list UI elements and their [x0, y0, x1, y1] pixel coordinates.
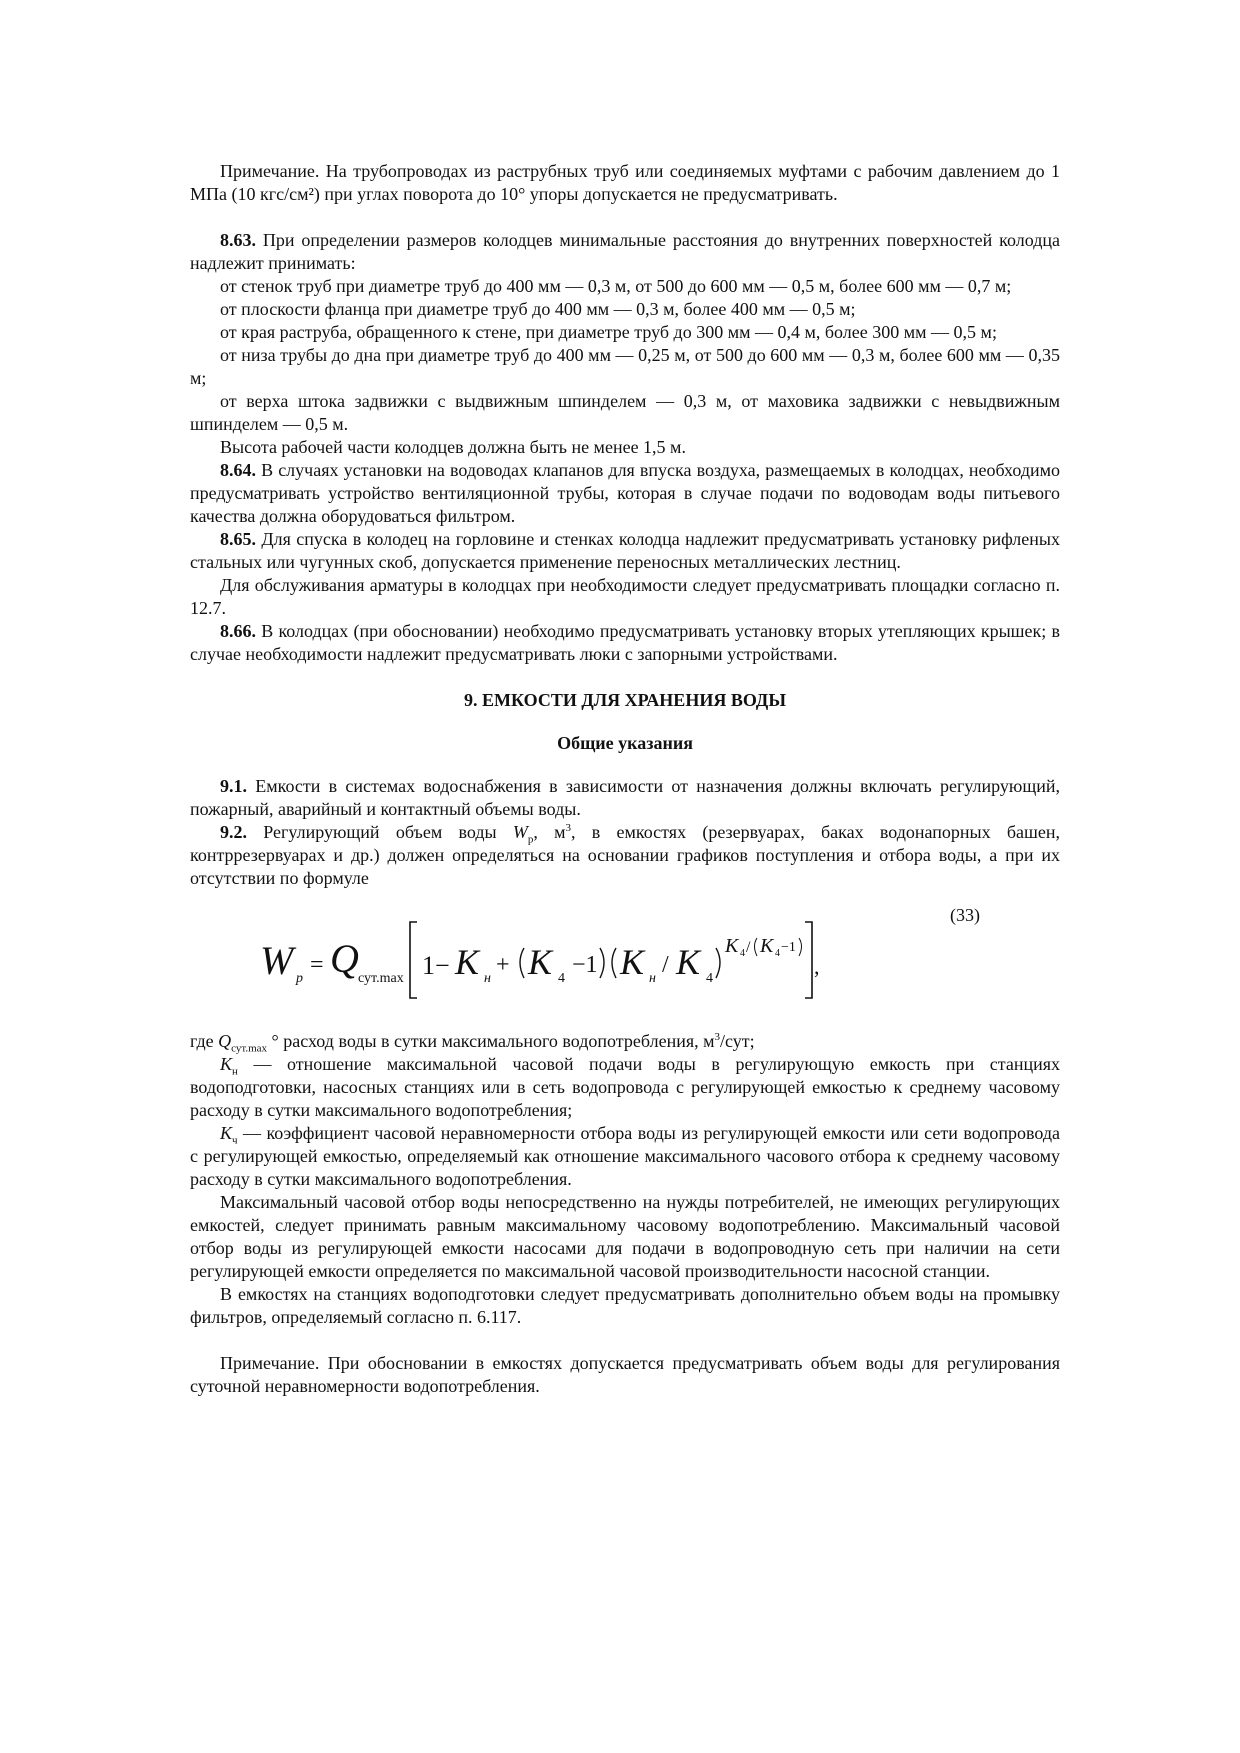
formula-k-sub: н — [484, 971, 491, 986]
spacer — [190, 206, 1060, 229]
clause-number: 9.1. — [220, 776, 247, 796]
formula-number: (33) — [950, 905, 980, 925]
where-text: ° расход воды в сутки максимального водопотребления, м — [267, 1031, 715, 1051]
superscript: 3 — [714, 1031, 720, 1043]
exponent-k-sub: 4 — [775, 948, 780, 959]
symbol-k: K — [220, 1054, 233, 1074]
clause-8-63-item: от стенок труб при диаметре труб до 400 мм — 0,3 м, от 500 до 600 мм — 0,5 м, более 600 мм — 0,7 м; — [220, 276, 1012, 296]
right-bracket — [805, 922, 812, 998]
clause-8-65-extra: Для обслуживания арматуры в колодцах при необходимости следует предусматривать площадки согласно п. 12.7. — [190, 575, 1060, 618]
formula-slash: / — [662, 952, 669, 978]
clause-8-63-item: от плоскости фланца при диаметре труб до 400 мм — 0,3 м, более 400 мм — 0,5 м; — [220, 299, 856, 319]
clause-number: 8.65. — [220, 529, 256, 549]
symbol-k: K — [220, 1123, 233, 1143]
clause-8-63 — [190, 229, 1060, 275]
clause-number: 8.64. — [220, 460, 256, 480]
clause-8-63-item: от низа трубы до дна при диаметре труб до 400 мм — 0,25 м, от 500 до 600 мм — 0,3 м, более 600 мм — 0,35 м; — [190, 345, 1060, 388]
spacer — [190, 712, 1060, 732]
formula-k: K — [528, 942, 553, 982]
clause-9-2 — [190, 821, 1060, 890]
note-paragraph: Примечание. При обосновании в емкостях допускается предусматривать объем воды для регулирования суточной неравномерности водопотребления. — [190, 1353, 1060, 1396]
formula-q-sub: сут.max — [358, 971, 404, 986]
exponent-k: K — [725, 935, 739, 957]
symbol-subscript: сут.max — [231, 1042, 268, 1055]
definition-text: — отношение максимальной часовой подачи воды в регулирующую емкость при станциях водоподготовки, насосных станциях или в сеть водопровода с регулирующей емкостью к среднему часовому расходу в сутки максимального водопотребления; — [190, 1054, 1060, 1120]
formula-equals: = — [310, 952, 324, 978]
formula-k-sub: 4 — [558, 971, 565, 986]
definition-text: — коэффициент часовой неравномерности отбора воды из регулирующей емкости или сети водопровода с регулирующей емкостью, определяемый как отношение максимального часового отбора к среднему часовому расходу в сутки максимального водопотребления. — [190, 1123, 1060, 1189]
clause-text: , в емкостях (резервуарах, баках водонапорных башен, контррезервуарах и др.) должен определяться на основании графиков поступления и отбора воды, а при их отсутствии по формуле — [190, 822, 1061, 888]
formula-w-sub: p — [296, 971, 303, 986]
paragraph-filter-wash: В емкостях на станциях водоподготовки следует предусматривать дополнительно объем воды на промывку фильтров, определяемый согласно п. 6.117. — [190, 1284, 1060, 1327]
clause-text: В колодцах (при обосновании) необходимо предусматривать установку вторых утепляющих крышек; в случае необходимости надлежит предусматривать люки с запорными устройствами. — [190, 621, 1060, 664]
clause-8-63-item: Высота рабочей части колодцев должна быть не менее 1,5 м. — [220, 437, 686, 457]
clause-9-1 — [190, 775, 1060, 821]
clause-text: При определении размеров колодцев минимальные расстояния до внутренних поверхностей колодца надлежит принимать: — [190, 230, 1060, 273]
where-paragraph — [190, 1030, 1060, 1053]
subsection-title: Общие указания — [557, 733, 693, 753]
formula — [260, 908, 820, 1008]
clause-8-66 — [190, 620, 1060, 666]
spacer — [190, 1329, 1060, 1352]
symbol-w: W — [512, 822, 528, 842]
exponent-k-sub: 4 — [740, 948, 745, 959]
formula-k: K — [676, 942, 701, 982]
clause-text: , м — [533, 822, 566, 842]
formula-q: Q — [330, 936, 359, 981]
exponent-k: K — [760, 935, 774, 957]
document-page — [190, 160, 1060, 1398]
exponent-left-paren — [755, 938, 758, 956]
exponent-slash: / — [746, 939, 751, 956]
clause-text: В случаях установки на водоводах клапанов для впуска воздуха, размещаемых в колодцах, необходимо предусматривать устройство вентиляционной трубы, которая в случае подачи по водоводам воды питьевого качества должна оборудоваться фильтром. — [190, 460, 1060, 526]
formula-k: K — [455, 942, 480, 982]
clause-8-65 — [190, 528, 1060, 574]
left-paren — [520, 948, 524, 978]
clause-text: Емкости в системах водоснабжения в зависимости от назначения должны включать регулирующий, пожарный, аварийный и контактный объемы воды. — [190, 776, 1060, 819]
exponent-minus-one: −1 — [781, 940, 796, 955]
formula-w: W — [260, 938, 294, 983]
symbol-subscript: р — [527, 833, 534, 846]
formula-one-minus: 1− — [422, 951, 450, 980]
where-text: /сут; — [720, 1031, 755, 1051]
where-text: где — [190, 1031, 219, 1051]
symbol-subscript: ч — [232, 1134, 238, 1147]
clause-text: Для спуска в колодец на горловине и стенках колодца надлежит предусматривать установку рифленых стальных или чугунных скоб, допускается применение переносных металлических лестниц. — [190, 529, 1060, 572]
formula-comma: , — [814, 954, 820, 979]
right-paren — [600, 948, 604, 978]
formula-minus-one: −1 — [572, 952, 598, 978]
note-paragraph: Примечание. На трубопроводах из раструбных труб или соединяемых муфтами с рабочим давлением до 1 МПа (10 кгс/см²) при углах поворота до 10° упоры допускается не предусматривать. — [190, 161, 1060, 204]
spacer — [190, 666, 1060, 689]
clause-8-64 — [190, 459, 1060, 528]
paragraph-max-draw: Максимальный часовой отбор воды непосредственно на нужды потребителей, не имеющих регулирующих емкостей, следует принимать равным максимальному часовому водопотреблению. Максимальный часовой отбор воды из регулирующей емкости насосами для подачи в водопроводную сеть при наличии на сети регулирующей емкости определяется по максимальной часовой производительности насосной станции. — [190, 1192, 1060, 1281]
superscript: 3 — [565, 822, 571, 834]
clause-8-63-item: от края раструба, обращенного к стене, при диаметре труб до 300 мм — 0,4 м, более 300 мм — 0,5 м; — [220, 322, 997, 342]
right-paren — [716, 948, 720, 978]
definition-kch — [190, 1122, 1060, 1191]
clause-number: 8.66. — [220, 621, 256, 641]
spacer — [190, 755, 1060, 775]
symbol-subscript: н — [232, 1065, 238, 1078]
clause-8-63-item: от верха штока задвижки с выдвижным шпинделем — 0,3 м, от маховика задвижки с невыдвижным шпинделем — 0,5 м. — [190, 391, 1060, 434]
formula-k-sub: 4 — [706, 971, 713, 986]
clause-number: 8.63. — [220, 230, 256, 250]
exponent-right-paren — [799, 938, 802, 956]
section-title: 9. ЕМКОСТИ ДЛЯ ХРАНЕНИЯ ВОДЫ — [464, 690, 786, 710]
left-paren — [612, 948, 616, 978]
formula-plus: + — [496, 952, 510, 978]
definition-kn — [190, 1053, 1060, 1122]
formula-k-sub: н — [649, 971, 656, 986]
clause-number: 9.2. — [220, 822, 247, 842]
formula-k: K — [620, 942, 645, 982]
symbol-q: Q — [218, 1031, 232, 1051]
formula-block — [190, 890, 1060, 1030]
clause-text: Регулирующий объем воды — [247, 822, 513, 842]
left-bracket — [410, 922, 417, 998]
